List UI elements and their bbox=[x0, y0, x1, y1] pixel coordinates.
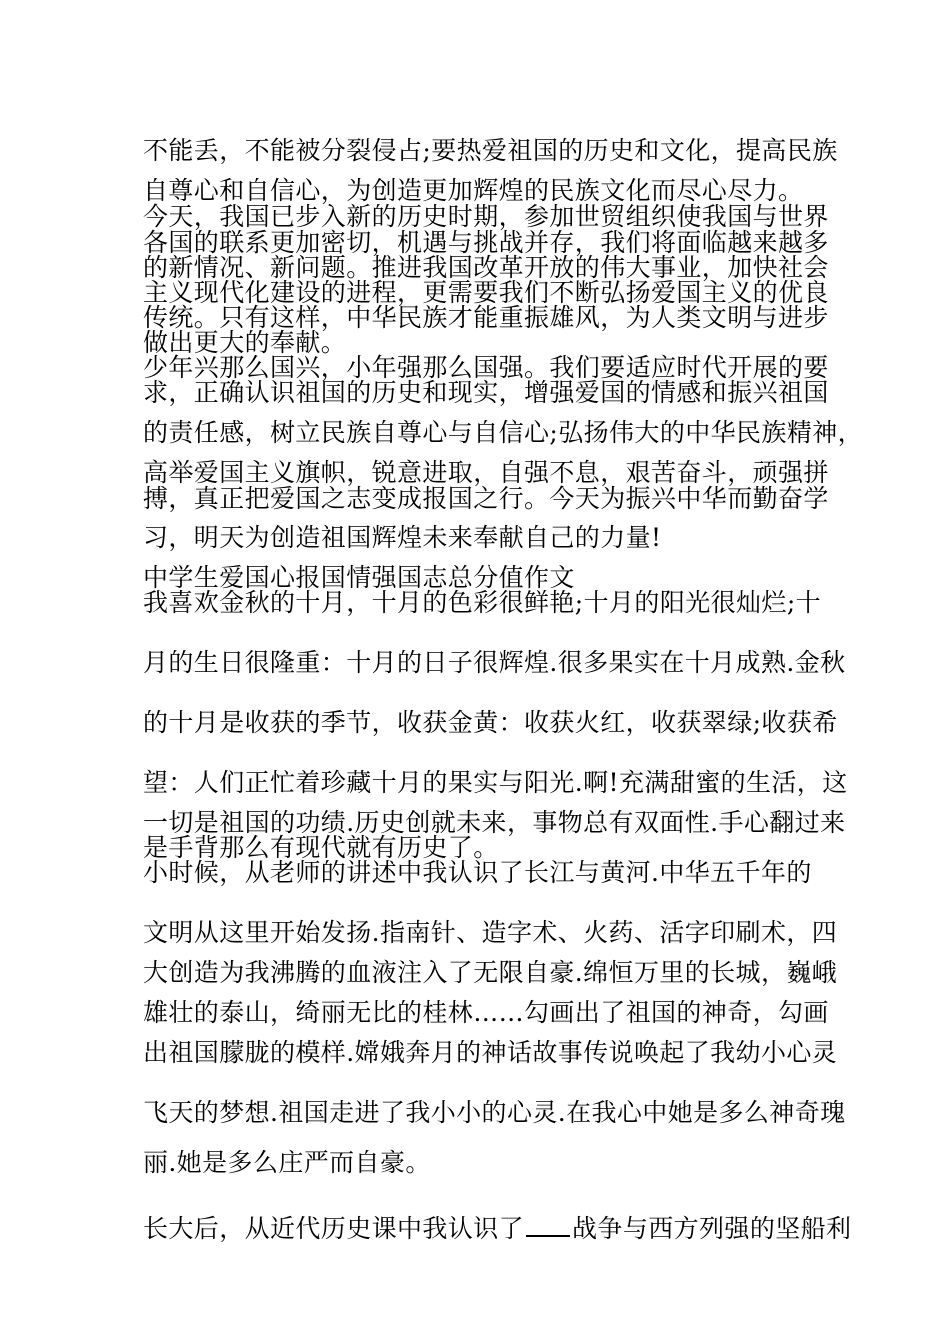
text-line: 今天，我国已步入新的历史时期，参加世贸组织使我国与世界 bbox=[143, 202, 829, 231]
text-line: 搏，真正把爱国之志变成报国之行。今天为振兴中华而勤奋学 bbox=[143, 484, 829, 513]
text-line: 的新情况、新问题。推进我国改革开放的伟大事业，加快社会 bbox=[143, 253, 829, 282]
text-segment: 长大后，从近代历史课中我认识了 bbox=[143, 1214, 525, 1243]
text-line: 小时候，从老师的讲述中我认识了长江与黄河.中华五千年的 bbox=[143, 858, 812, 887]
text-line: 做出更大的奉献。 bbox=[143, 328, 347, 357]
text-line-with-blank bbox=[143, 1214, 852, 1244]
text-line: 高举爱国主义旗帜，锐意进取，自强不息，艰苦奋斗，顽强拼 bbox=[143, 458, 829, 487]
text-line: 各国的联系更加密切，机遇与挑战并存，我们将面临越来越多 bbox=[143, 228, 829, 257]
text-line: 飞天的梦想.祖国走进了我小小的心灵.在我心中她是多么神奇瑰 bbox=[143, 1098, 846, 1127]
text-line: 自尊心和自信心，为创造更加辉煌的民族文化而尽心尽力。 bbox=[143, 176, 804, 205]
text-line: 习，明天为创造祖国辉煌未来奉献自己的力量! bbox=[143, 523, 662, 552]
text-line: 求，正确认识祖国的历史和现实，增强爱国的情感和振兴祖国 bbox=[143, 378, 829, 407]
text-line: 文明从这里开始发扬.指南针、造字术、火药、活字印刷术，四 bbox=[143, 918, 838, 947]
text-line: 的十月是收获的季节，收获金黄：收获火红，收获翠绿;收获希 bbox=[143, 708, 838, 737]
text-line: 望：人们正忙着珍藏十月的果实与阳光.啊!充满甜蜜的生活，这 bbox=[143, 768, 848, 797]
text-line: 传统。只有这样，中华民族才能重振雄风，为人类文明与进步 bbox=[143, 303, 829, 332]
fill-in-blank bbox=[526, 1217, 570, 1237]
text-segment: 战争与西方列强的坚船利 bbox=[572, 1214, 852, 1243]
text-line: 主义现代化建设的进程，更需要我们不断弘扬爱国主义的优良 bbox=[143, 278, 829, 307]
text-line: 是手背那么有现代就有历史了。 bbox=[143, 833, 499, 862]
text-line: 少年兴那么国兴，小年强那么国强。我们要适应时代开展的要 bbox=[143, 353, 829, 382]
text-line: 雄壮的泰山，绮丽无比的桂林……勾画出了祖国的神奇，勾画 bbox=[143, 998, 829, 1027]
text-line: 一切是祖国的功绩.历史创就未来，事物总有双面性.手心翻过来 bbox=[143, 808, 846, 837]
text-line: 丽.她是多么庄严而自豪。 bbox=[143, 1148, 431, 1177]
text-line: 我喜欢金秋的十月，十月的色彩很鲜艳;十月的阳光很灿烂;十 bbox=[143, 588, 822, 617]
text-line: 出祖国朦胧的模样.嫦娥奔月的神话故事传说唤起了我幼小心灵 bbox=[143, 1038, 838, 1067]
text-line: 月的生日很隆重：十月的日子很辉煌.很多果实在十月成熟.金秋 bbox=[143, 648, 846, 677]
text-line: 大创造为我沸腾的血液注入了无限自豪.绵恒万里的长城，巍峨 bbox=[143, 958, 838, 987]
section-title: 中学生爱国心报国情强国志总分值作文 bbox=[143, 563, 575, 592]
text-line: 不能丢，不能被分裂侵占;要热爱祖国的历史和文化，提高民族 bbox=[143, 136, 838, 165]
text-line: 的责任感，树立民族自尊心与自信心;弘扬伟大的中华民族精神， bbox=[143, 418, 864, 447]
